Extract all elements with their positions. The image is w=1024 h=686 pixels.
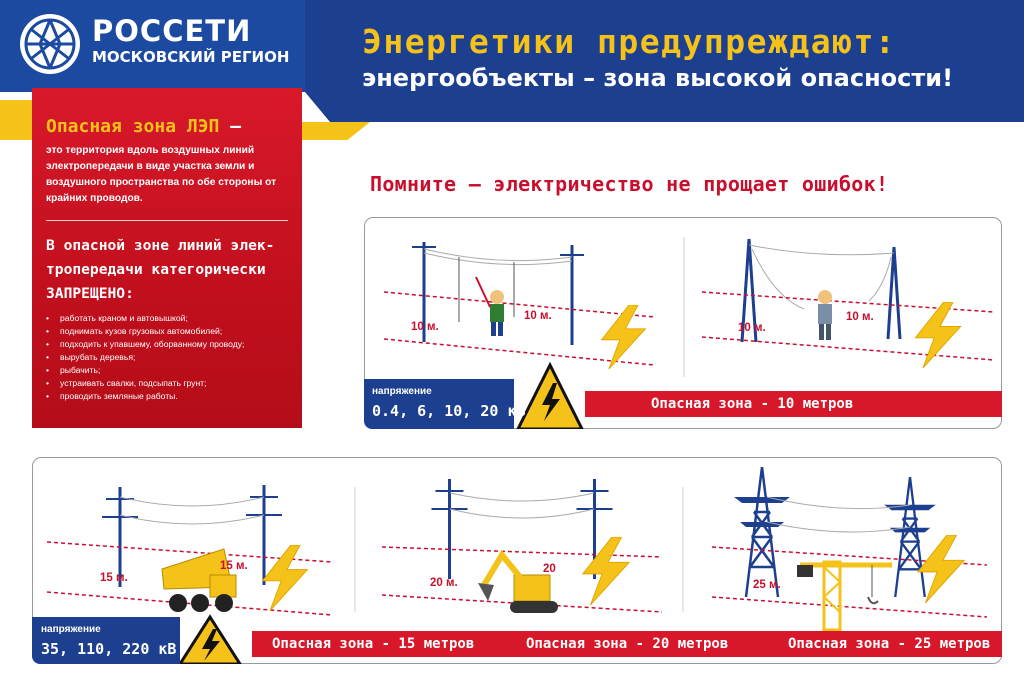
list-item: • поднимать кузов грузовых автомобилей; <box>46 325 301 338</box>
page-subtitle: энергообъекты – зона высокой опасности! <box>362 64 954 92</box>
distance-label: 25 м. <box>753 579 781 591</box>
page-title: Энергетики предупреждают: <box>362 22 897 61</box>
list-item: • проводить земляные работы. <box>46 390 301 403</box>
person-icon <box>818 290 832 340</box>
prohibited-heading-text: В опасной зоне линий элек-тропередачи категорически <box>46 237 275 278</box>
warning-triangle-icon <box>518 365 582 429</box>
lightning-bolt-icon <box>583 537 629 605</box>
tower-crane-icon <box>797 562 892 630</box>
lightning-bolt-icon <box>263 545 308 610</box>
list-item: • работать краном и автовышкой; <box>46 312 301 325</box>
power-pole-icon <box>560 245 584 345</box>
lightning-bolt-icon <box>602 305 646 369</box>
divider <box>46 220 288 221</box>
danger-zone-label: Опасная зона - 10 метров <box>651 396 854 412</box>
distance-label: 15 м. <box>220 560 248 572</box>
voltage-label: напряжение <box>372 386 432 397</box>
scene-high-1 <box>47 485 332 615</box>
list-item: • вырубать деревья; <box>46 351 301 364</box>
distance-label: 10 м. <box>846 311 874 323</box>
worker-icon <box>476 277 504 336</box>
list-item: • подходить к упавшему, оборванному проводу; <box>46 338 301 351</box>
scene-low-2 <box>702 239 994 368</box>
danger-zone-bar <box>252 631 1002 657</box>
info-box <box>32 88 302 428</box>
logo-subtitle: МОСКОВСКИЙ РЕГИОН <box>92 48 290 66</box>
voltage-box <box>364 379 526 429</box>
list-item: • рыбачить; <box>46 364 301 377</box>
scene-high-2 <box>382 479 662 613</box>
distance-label: 20 м. <box>430 577 458 589</box>
scene-low-1 <box>384 242 654 369</box>
danger-zone-label: Опасная зона - 20 метров <box>526 636 729 652</box>
zone-definition: это территория вдоль воздушных линий электропередачи в виде участка земли и воздушного пространства по обе стороны от крайних проводов. <box>46 145 277 204</box>
prohibited-list <box>46 312 301 403</box>
remember-slogan: Помните – электричество не прощает ошибок! <box>370 172 889 196</box>
pylon-icon <box>884 477 936 597</box>
power-pole-icon <box>432 479 468 579</box>
prohibited-heading <box>46 234 296 306</box>
logo-title: РОССЕТИ <box>92 14 252 48</box>
distance-label: 15 м. <box>100 572 128 584</box>
danger-zone-label: Опасная зона - 15 метров <box>272 636 475 652</box>
zone-title <box>46 116 241 137</box>
voltage-box <box>32 617 180 664</box>
distance-label: 10 м. <box>411 321 439 333</box>
distance-label: 10 м. <box>738 322 766 334</box>
list-item: • устраивать свалки, подсыпать грунт; <box>46 377 301 390</box>
dump-truck-icon <box>162 549 236 612</box>
danger-zone-label: Опасная зона - 25 метров <box>788 636 991 652</box>
danger-zone-bar <box>585 391 1002 417</box>
distance-label: 10 м. <box>524 310 552 322</box>
prohibited-word: ЗАПРЕЩЕНО: <box>46 285 134 302</box>
zone-title-text: Опасная зона ЛЭП <box>46 116 220 137</box>
voltage-value: 35, 110, 220 кВ <box>41 640 177 658</box>
voltage-label: напряжение <box>41 624 101 635</box>
lightning-bolt-icon <box>915 302 960 368</box>
scene-high-3 <box>712 467 987 630</box>
zone-title-dash: – <box>230 116 242 137</box>
distance-label: 20 <box>543 563 556 575</box>
warning-triangle-icon <box>180 617 240 664</box>
logo-icon <box>18 12 82 76</box>
pylon-icon <box>734 467 790 597</box>
voltage-value: 0.4, 6, 10, 20 кВ <box>372 402 526 420</box>
